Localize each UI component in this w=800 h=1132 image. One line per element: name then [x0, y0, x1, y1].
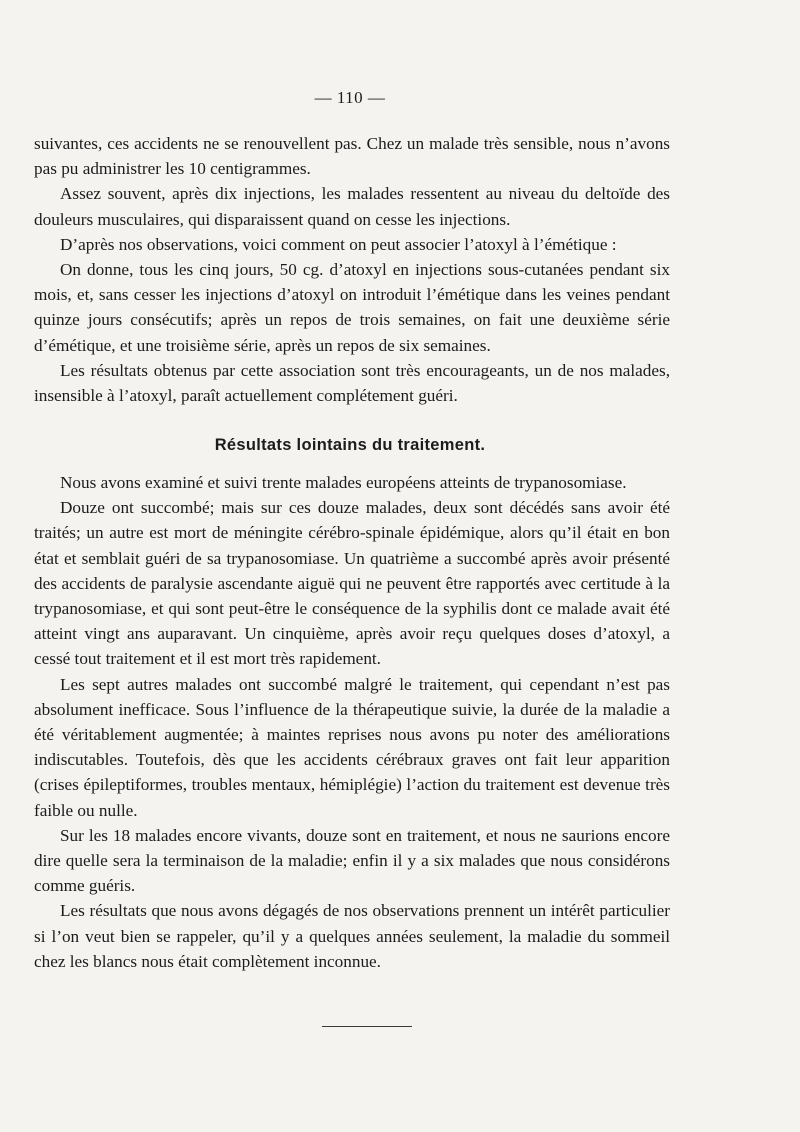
paragraph: Les sept autres malades ont succombé malgré le traitement, qui cependant n’est pas absolument inefficace. Sous l’influence de la thérapeutique suivie, la durée de la maladie a été véritablement augmentée; à maintes reprises nous avons pu noter des améliorations indiscutables. Toutefois, dès que les accidents cérébraux graves ont fait leur apparition (crises épileptiformes, troubles mentaux, hémiplégie) l’action du traitement est devenue très faible ou nulle. [34, 674, 670, 820]
paragraph: Sur les 18 malades encore vivants, douze sont en traitement, et nous ne saurions encore dire quelle sera la terminaison de la maladie; enfin il y a six malades que nous considérons comme guéris. [34, 825, 670, 896]
page-number: — 110 — [314, 88, 386, 107]
section-end-rule [322, 1026, 412, 1027]
section-heading: Résultats lointains du traitement. [214, 436, 486, 454]
paragraph: Assez souvent, après dix injections, les malades ressentent au niveau du deltoïde des douleurs musculaires, qui disparaissent quand on cesse les injections. [34, 184, 670, 229]
paragraph: Les résultats que nous avons dégagés de nos observations prennent un intérêt particulier si l’on veut bien se rappeler, qu’il y a quelques années seulement, la maladie du sommeil chez les blancs nous était complètement inconnue. [34, 901, 670, 971]
paragraph: D’après nos observations, voici comment on peut associer l’atoxyl à l’émétique : [60, 234, 617, 254]
paragraph: Douze ont succombé; mais sur ces douze malades, deux sont décédés sans avoir été traités; un autre est mort de méningite cérébro-spinale épidémique, alors qu’il était en bon état et semblait guéri de sa trypanosomiase. Un quatrième a succombé après avoir présenté des accidents de paralysie ascendante aiguë qui ne peuvent être rapportés avec certitude à la trypanosomiase, et qui sont peut-être le conséquence de la syphilis dont ce malade avait été atteint vingt ans auparavant. Un cinquième, après avoir reçu quelques doses d’atoxyl, a cessé tout traitement et il est mort très rapidement. [34, 498, 670, 669]
text-block-before-heading [34, 131, 670, 408]
paragraph: Les résultats obtenus par cette association sont très encourageants, un de nos malades, insensible à l’atoxyl, paraît actuellement complétement guéri. [34, 360, 670, 406]
paragraph: Nous avons examiné et suivi trente malades européens atteints de trypanosomiase. [60, 473, 627, 492]
paragraph: suivantes, ces accidents ne se renouvellent pas. Chez un malade très sensible, nous n’avons pas pu administrer les 10 centigrammes. [34, 134, 670, 179]
text-block-after-heading [34, 470, 670, 974]
paragraph: On donne, tous les cinq jours, 50 cg. d’atoxyl en injections sous-cutanées pendant six mois, et, sans cesser les injections d’atoxyl on introduit l’émétique dans les veines pendant quinze jours consécutifs; après un repos de trois semaines, on fait une deuxième série d’émétique, et une troisième série, après un repos de six semaines. [34, 260, 670, 355]
